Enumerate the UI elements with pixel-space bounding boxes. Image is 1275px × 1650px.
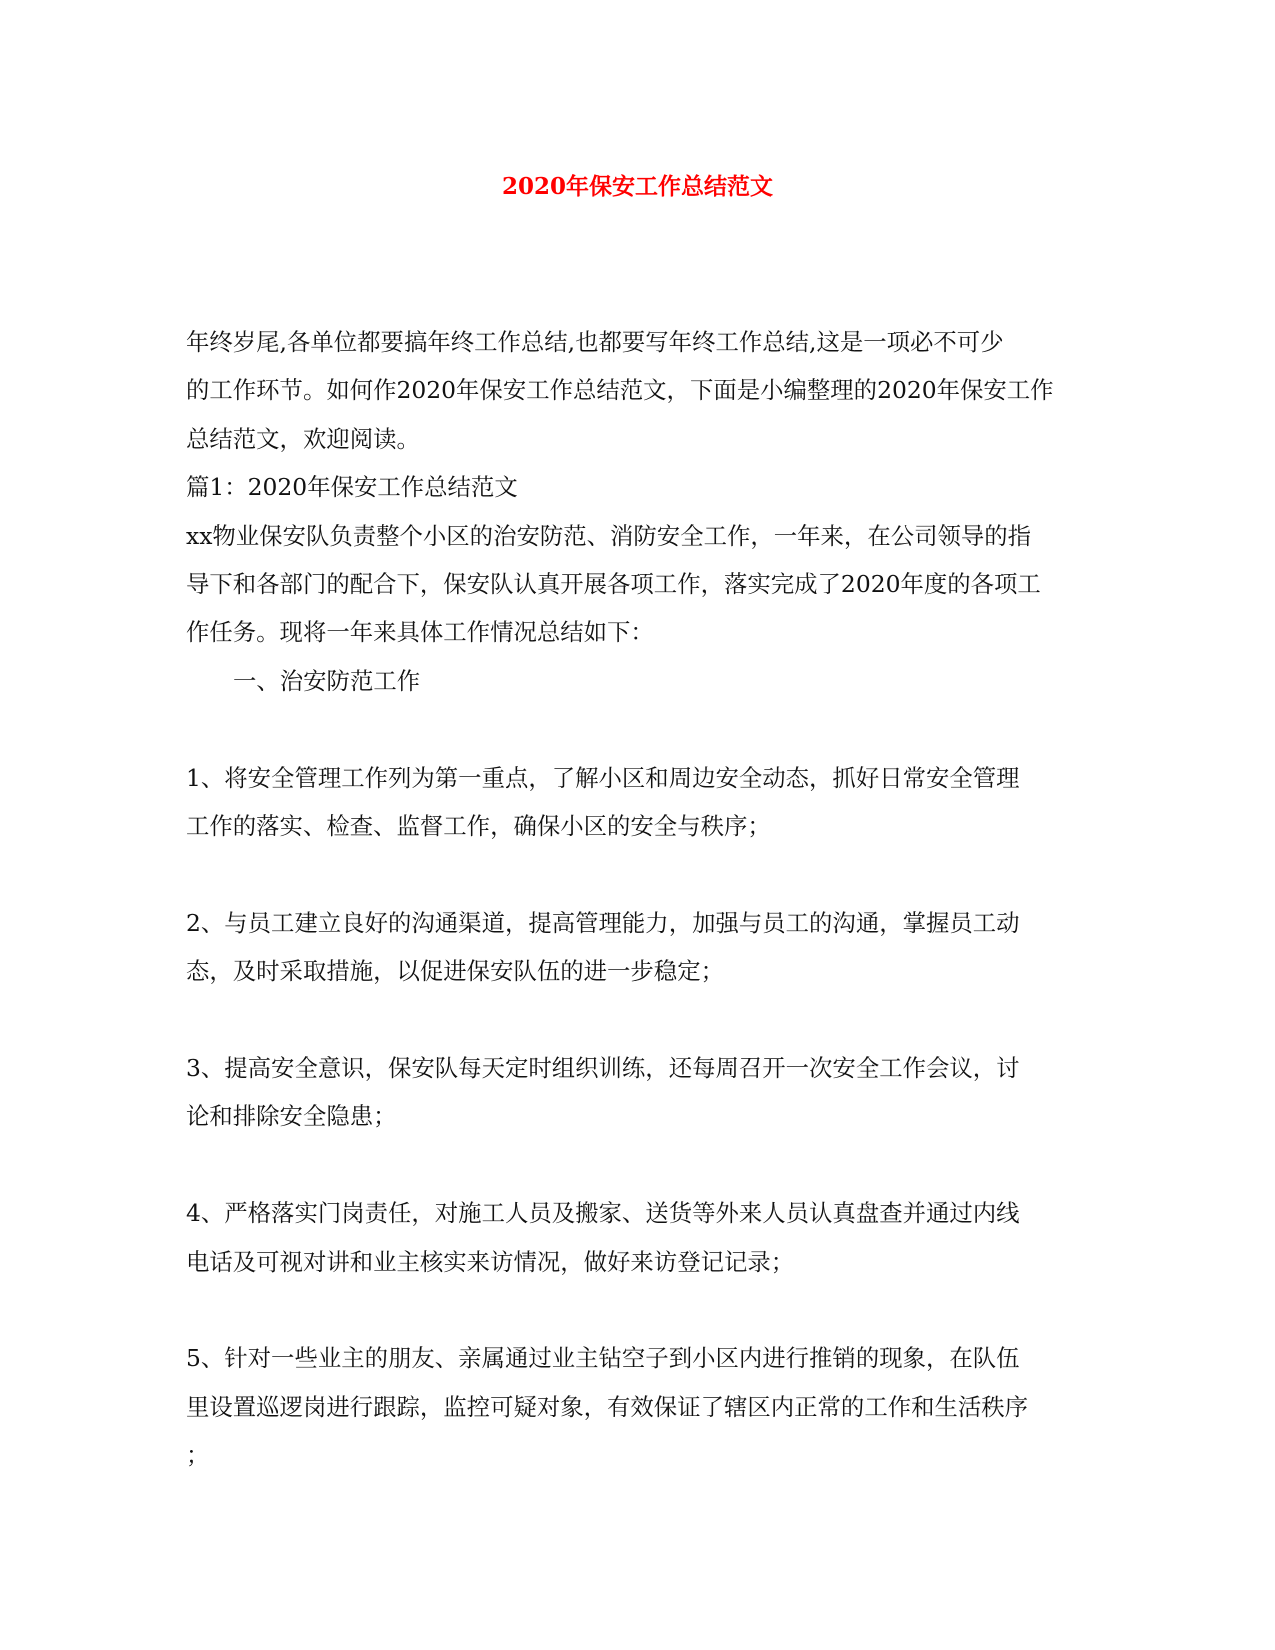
paragraph-spacer xyxy=(186,1286,1092,1334)
item-3-line-1: 3、提高安全意识，保安队每天定时组织训练，还每周召开一次安全工作会议，讨 xyxy=(186,1054,1020,1083)
paragraph-spacer xyxy=(186,850,1092,898)
item-5-line-3: ； xyxy=(186,1441,210,1470)
intro-line-1: 年终岁尾,各单位都要搞年终工作总结,也都要写年终工作总结,这是一项必不可少 xyxy=(186,328,1004,356)
item-5-line-2: 里设置巡逻岗进行跟踪，监控可疑对象，有效保证了辖区内正常的工作和生活秩序 xyxy=(186,1392,1029,1421)
item-3-line-2: 论和排除安全隐患； xyxy=(186,1102,397,1131)
item-4-line-2: 电话及可视对讲和业主核实来访情况，做好来访登记记录； xyxy=(186,1247,795,1276)
intro-line-3: 总结范文，欢迎阅读。 xyxy=(186,424,420,453)
item-5-line-1: 5、针对一些业主的朋友、亲属通过业主钻空子到小区内进行推销的现象，在队伍 xyxy=(186,1344,1020,1373)
item-1-line-1: 1、将安全管理工作列为第一重点，了解小区和周边安全动态，抓好日常安全管理 xyxy=(186,763,1020,792)
item-1-line-2: 工作的落实、检查、监督工作，确保小区的安全与秩序； xyxy=(186,812,771,841)
summary-line-2: 导下和各部门的配合下，保安队认真开展各项工作，落实完成了2020年度的各项工 xyxy=(186,570,1041,599)
intro-line-2: 的工作环节。如何作2020年保安工作总结范文，下面是小编整理的2020年保安工作 xyxy=(186,376,1054,405)
item-2-line-2: 态，及时采取措施，以促进保安队伍的进一步稳定； xyxy=(186,957,724,986)
paragraph-spacer xyxy=(186,705,1092,753)
document-body xyxy=(186,318,1092,1480)
paragraph-spacer xyxy=(186,1141,1092,1189)
paragraph-spacer xyxy=(186,996,1092,1044)
summary-line-3: 作任务。现将一年来具体工作情况总结如下： xyxy=(186,618,654,647)
item-4-line-1: 4、严格落实门岗责任，对施工人员及搬家、送货等外来人员认真盘查并通过内线 xyxy=(186,1199,1020,1228)
document-title: 2020年保安工作总结范文 xyxy=(501,173,773,200)
item-2-line-1: 2、与员工建立良好的沟通渠道，提高管理能力，加强与员工的沟通，掌握员工动 xyxy=(186,908,1020,937)
chapter-heading: 篇1：2020年保安工作总结范文 xyxy=(186,473,518,502)
summary-line-1: xx物业保安队负责整个小区的治安防范、消防安全工作，一年来，在公司领导的指 xyxy=(186,521,1032,550)
section-heading: 一、治安防范工作 xyxy=(233,666,421,695)
